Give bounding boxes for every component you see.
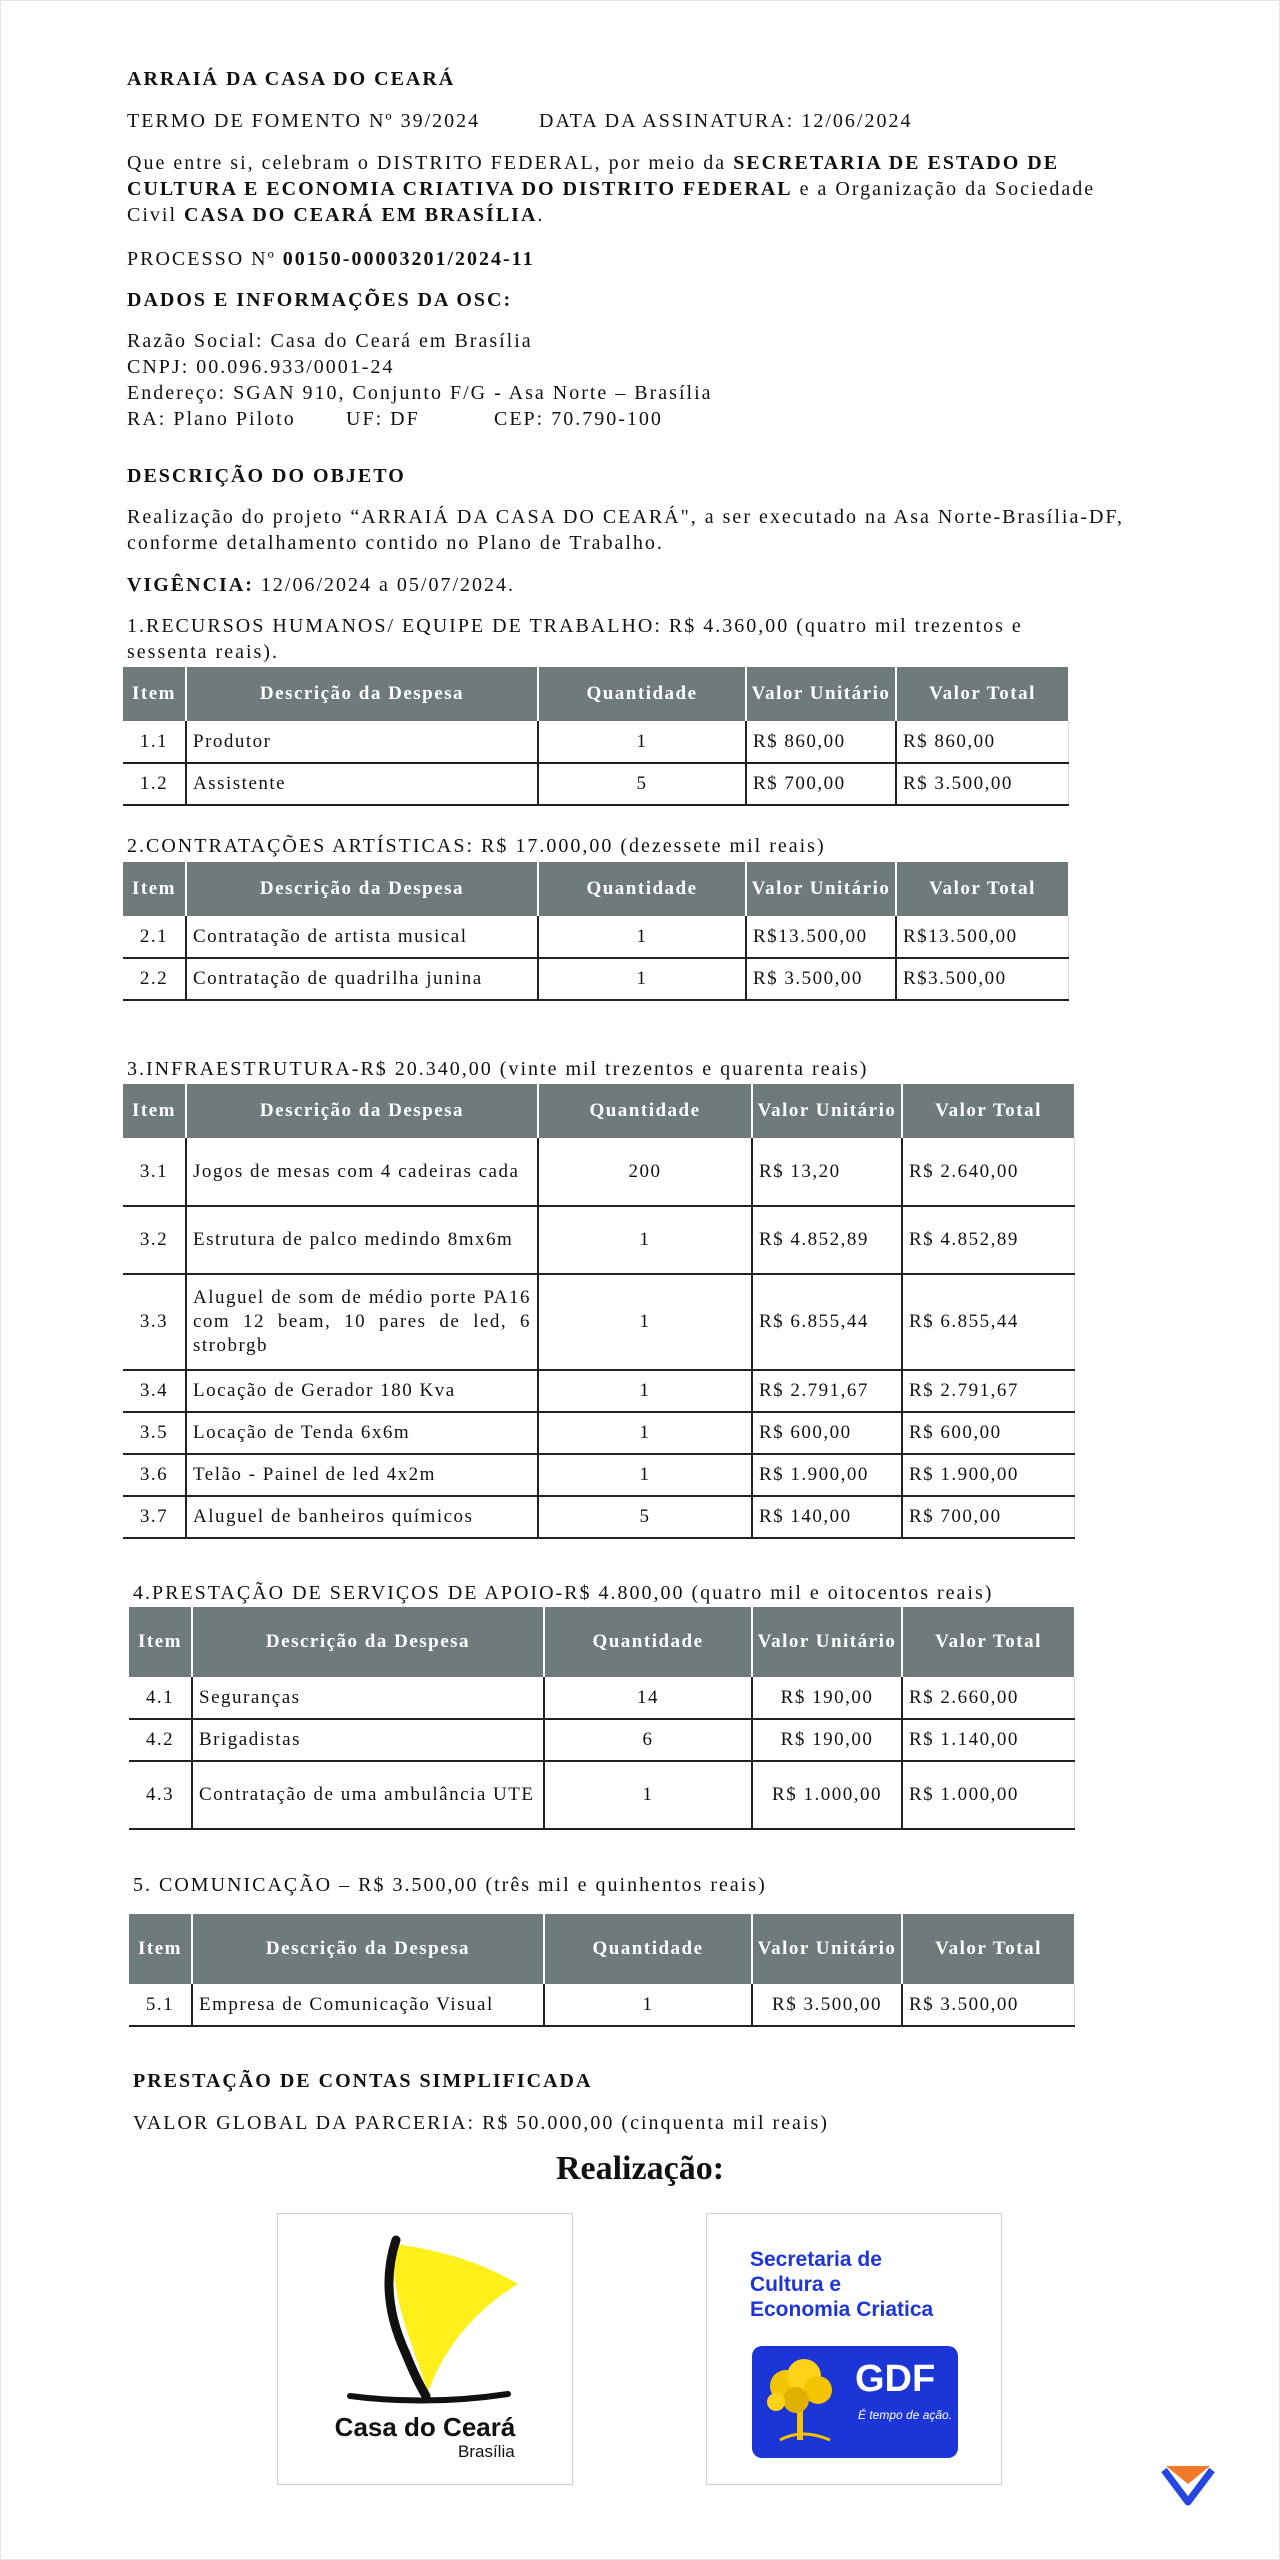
cell-valor-unitario: R$ 13,20 — [752, 1138, 902, 1206]
casa-do-ceara-logo — [277, 2213, 573, 2485]
processo-label: PROCESSO Nº — [127, 248, 276, 270]
cell-item: 2.2 — [123, 958, 186, 1000]
cell-valor-total: R$ 1.000,00 — [902, 1761, 1074, 1829]
vigencia-value: 12/06/2024 a 05/07/2024. — [260, 574, 516, 596]
col-valor-unitario: Valor Unitário — [752, 1914, 902, 1984]
gdf-name: GDF — [855, 2358, 936, 2400]
cell-descricao: Estrutura de palco medindo 8mx6m — [186, 1206, 538, 1274]
secretaria-logo — [706, 2213, 1002, 2485]
cell-descricao: Brigadistas — [192, 1719, 544, 1761]
section-2-title: 2.CONTRATAÇÕES ARTÍSTICAS: R$ 17.000,00 (dezessete mil reais) — [127, 835, 826, 857]
cell-descricao: Produtor — [186, 721, 538, 763]
cell-valor-total: R$ 860,00 — [896, 721, 1068, 763]
cell-item: 3.5 — [123, 1412, 186, 1454]
ipe-tree-icon — [752, 2346, 852, 2458]
section-3-table — [123, 1084, 1075, 1539]
casa-logo-sub: Brasília — [458, 2442, 515, 2461]
cell-valor-unitario: R$ 1.000,00 — [752, 1761, 902, 1829]
table-row — [129, 1984, 1074, 2026]
cell-quantidade: 1 — [538, 1454, 752, 1496]
section-5-table — [129, 1914, 1075, 2027]
table-header-row — [123, 667, 1068, 721]
table-header-row — [123, 862, 1068, 916]
table-row — [123, 1206, 1074, 1274]
col-valor-unitario: Valor Unitário — [752, 1607, 902, 1677]
cell-item: 3.6 — [123, 1454, 186, 1496]
cell-item: 3.7 — [123, 1496, 186, 1538]
col-valor-unitario: Valor Unitário — [746, 862, 896, 916]
col-descricao: Descrição da Despesa — [192, 1607, 544, 1677]
cell-valor-unitario: R$ 190,00 — [752, 1719, 902, 1761]
table-row — [123, 916, 1068, 958]
table-row — [123, 1274, 1074, 1370]
cell-valor-total: R$ 2.791,67 — [902, 1370, 1074, 1412]
secretaria-line-3: Economia Criatica — [750, 2298, 934, 2321]
cell-valor-unitario: R$ 600,00 — [752, 1412, 902, 1454]
cell-valor-total: R$ 6.855,44 — [902, 1274, 1074, 1370]
table-row — [123, 721, 1068, 763]
watermark-v-icon — [1160, 2462, 1216, 2510]
cell-quantidade: 1 — [538, 916, 746, 958]
cell-quantidade: 1 — [538, 958, 746, 1000]
cell-valor-unitario: R$ 4.852,89 — [752, 1206, 902, 1274]
intro-paragraph — [127, 150, 1137, 228]
objeto-text: Realização do projeto “ARRAIÁ DA CASA DO CEARÁ", a ser executado na Asa Norte-Brasília-DF, conforme detalhamento contido no Plano de Trabalho. — [127, 506, 1124, 554]
cell-item: 5.1 — [129, 1984, 192, 2026]
cell-valor-unitario: R$ 140,00 — [752, 1496, 902, 1538]
cell-valor-total: R$ 4.852,89 — [902, 1206, 1074, 1274]
table-row — [123, 1138, 1074, 1206]
col-valor-unitario: Valor Unitário — [752, 1084, 902, 1138]
cell-descricao: Jogos de mesas com 4 cadeiras cada — [186, 1138, 538, 1206]
cell-valor-total: R$3.500,00 — [896, 958, 1068, 1000]
col-descricao: Descrição da Despesa — [186, 862, 538, 916]
table-row — [123, 763, 1068, 805]
realizacao-heading: Realização: — [555, 2150, 725, 2187]
cell-valor-unitario: R$ 190,00 — [752, 1677, 902, 1719]
table-header-row — [123, 1084, 1074, 1138]
col-item: Item — [123, 862, 186, 916]
cell-descricao: Locação de Tenda 6x6m — [186, 1412, 538, 1454]
cell-quantidade: 6 — [544, 1719, 752, 1761]
col-descricao: Descrição da Despesa — [186, 1084, 538, 1138]
osc-ra: RA: Plano Piloto — [127, 408, 296, 430]
section-5-title: 5. COMUNICAÇÃO – R$ 3.500,00 (três mil e quinhentos reais) — [133, 1874, 767, 1896]
section-4-table — [129, 1607, 1075, 1830]
data-assinatura: DATA DA ASSINATURA: 12/06/2024 — [539, 110, 913, 132]
cell-valor-unitario: R$ 700,00 — [746, 763, 896, 805]
cell-item: 3.4 — [123, 1370, 186, 1412]
table-row — [129, 1719, 1074, 1761]
cell-descricao: Contratação de artista musical — [186, 916, 538, 958]
table-header-row — [129, 1607, 1074, 1677]
cell-item: 4.2 — [129, 1719, 192, 1761]
cell-valor-total: R$ 3.500,00 — [896, 763, 1068, 805]
vigencia-line — [127, 572, 515, 598]
cell-descricao: Seguranças — [192, 1677, 544, 1719]
section-3-title: 3.INFRAESTRUTURA-R$ 20.340,00 (vinte mil trezentos e quarenta reais) — [127, 1058, 869, 1080]
document-title: ARRAIÁ DA CASA DO CEARÁ — [127, 68, 456, 90]
cell-item: 3.3 — [123, 1274, 186, 1370]
osc-cnpj: CNPJ: 00.096.933/0001-24 — [127, 356, 395, 378]
col-descricao: Descrição da Despesa — [186, 667, 538, 721]
col-item: Item — [129, 1607, 192, 1677]
table-row — [123, 958, 1068, 1000]
vigencia-label: VIGÊNCIA: — [127, 574, 254, 596]
cell-valor-total: R$ 1.900,00 — [902, 1454, 1074, 1496]
cell-valor-unitario: R$ 1.900,00 — [752, 1454, 902, 1496]
col-valor-total: Valor Total — [896, 862, 1068, 916]
table-row — [123, 1496, 1074, 1538]
intro-end: . — [537, 204, 545, 226]
cell-valor-total: R$ 600,00 — [902, 1412, 1074, 1454]
termo-fomento: TERMO DE FOMENTO Nº 39/2024 — [127, 110, 481, 132]
cell-item: 2.1 — [123, 916, 186, 958]
section-4-title: 4.PRESTAÇÃO DE SERVIÇOS DE APOIO-R$ 4.800,00 (quatro mil e oitocentos reais) — [133, 1582, 994, 1604]
prestacao-contas: PRESTAÇÃO DE CONTAS SIMPLIFICADA — [133, 2070, 593, 2092]
col-quantidade: Quantidade — [544, 1914, 752, 1984]
intro-pre: Que entre si, celebram o DISTRITO FEDERAL, por meio da — [127, 152, 727, 174]
cell-valor-unitario: R$ 3.500,00 — [746, 958, 896, 1000]
processo-number: 00150-00003201/2024-11 — [282, 248, 535, 270]
col-item: Item — [129, 1914, 192, 1984]
osc-cep: CEP: 70.790-100 — [494, 408, 663, 430]
cell-quantidade: 1 — [538, 1412, 752, 1454]
cell-item: 1.2 — [123, 763, 186, 805]
cell-valor-unitario: R$ 3.500,00 — [752, 1984, 902, 2026]
cell-valor-total: R$ 3.500,00 — [902, 1984, 1074, 2026]
intro-mid: e a Organização da Sociedade Civil — [127, 178, 1096, 226]
cell-valor-total: R$ 1.140,00 — [902, 1719, 1074, 1761]
cell-quantidade: 5 — [538, 763, 746, 805]
casa-logo-name: Casa do Ceará — [334, 2412, 516, 2442]
sail-boat-icon — [278, 2214, 572, 2414]
osc-heading: DADOS E INFORMAÇÕES DA OSC: — [127, 289, 513, 311]
cell-valor-total: R$ 2.640,00 — [902, 1138, 1074, 1206]
osc-razao-social: Razão Social: Casa do Ceará em Brasília — [127, 330, 533, 352]
osc-endereco: Endereço: SGAN 910, Conjunto F/G - Asa Norte – Brasília — [127, 382, 713, 404]
cell-quantidade: 14 — [544, 1677, 752, 1719]
valor-global: VALOR GLOBAL DA PARCERIA: R$ 50.000,00 (cinquenta mil reais) — [133, 2112, 829, 2134]
col-valor-total: Valor Total — [902, 1914, 1074, 1984]
cell-descricao: Aluguel de som de médio porte PA16 com 12 beam, 10 pares de led, 6 strobrgb — [186, 1274, 538, 1370]
cell-quantidade: 1 — [538, 721, 746, 763]
table-header-row — [129, 1914, 1074, 1984]
intro-org: CASA DO CEARÁ EM BRASÍLIA — [184, 204, 538, 226]
cell-descricao: Assistente — [186, 763, 538, 805]
col-valor-unitario: Valor Unitário — [746, 667, 896, 721]
cell-item: 4.1 — [129, 1677, 192, 1719]
processo-line — [127, 246, 535, 272]
cell-descricao: Contratação de uma ambulância UTE — [192, 1761, 544, 1829]
cell-quantidade: 1 — [544, 1984, 752, 2026]
cell-valor-unitario: R$ 6.855,44 — [752, 1274, 902, 1370]
intro-secretaria: SECRETARIA DE ESTADO DE CULTURA E ECONOMIA CRIATIVA DO DISTRITO FEDERAL — [127, 152, 1060, 200]
osc-uf: UF: DF — [346, 408, 420, 430]
objeto-heading: DESCRIÇÃO DO OBJETO — [127, 465, 406, 487]
cell-quantidade: 200 — [538, 1138, 752, 1206]
secretaria-logo-text — [750, 2247, 933, 2322]
col-valor-total: Valor Total — [896, 667, 1068, 721]
gdf-tagline: É tempo de ação. — [858, 2408, 953, 2422]
secretaria-line-2: Cultura e — [750, 2273, 842, 2296]
table-row — [129, 1761, 1074, 1829]
table-row — [123, 1454, 1074, 1496]
cell-quantidade: 1 — [538, 1206, 752, 1274]
cell-item: 3.1 — [123, 1138, 186, 1206]
col-descricao: Descrição da Despesa — [192, 1914, 544, 1984]
cell-item: 3.2 — [123, 1206, 186, 1274]
col-item: Item — [123, 667, 186, 721]
cell-quantidade: 1 — [538, 1370, 752, 1412]
gdf-badge — [752, 2346, 958, 2458]
col-quantidade: Quantidade — [538, 667, 746, 721]
cell-quantidade: 1 — [538, 1274, 752, 1370]
col-quantidade: Quantidade — [538, 862, 746, 916]
cell-descricao: Locação de Gerador 180 Kva — [186, 1370, 538, 1412]
cell-quantidade: 1 — [544, 1761, 752, 1829]
col-quantidade: Quantidade — [544, 1607, 752, 1677]
cell-valor-unitario: R$ 860,00 — [746, 721, 896, 763]
cell-valor-unitario: R$13.500,00 — [746, 916, 896, 958]
col-quantidade: Quantidade — [538, 1084, 752, 1138]
table-row — [123, 1412, 1074, 1454]
cell-quantidade: 5 — [538, 1496, 752, 1538]
cell-descricao: Contratação de quadrilha junina — [186, 958, 538, 1000]
secretaria-line-1: Secretaria de — [750, 2248, 882, 2271]
table-row — [129, 1677, 1074, 1719]
section-2-table — [123, 862, 1069, 1001]
cell-item: 4.3 — [129, 1761, 192, 1829]
cell-descricao: Empresa de Comunicação Visual — [192, 1984, 544, 2026]
cell-descricao: Telão - Painel de led 4x2m — [186, 1454, 538, 1496]
col-valor-total: Valor Total — [902, 1084, 1074, 1138]
col-valor-total: Valor Total — [902, 1607, 1074, 1677]
section-1-title: 1.RECURSOS HUMANOS/ EQUIPE DE TRABALHO: R$ 4.360,00 (quatro mil trezentos e sessenta reais). — [127, 615, 1023, 663]
cell-descricao: Aluguel de banheiros químicos — [186, 1496, 538, 1538]
section-1-table — [123, 667, 1069, 806]
cell-item: 1.1 — [123, 721, 186, 763]
cell-valor-unitario: R$ 2.791,67 — [752, 1370, 902, 1412]
col-item: Item — [123, 1084, 186, 1138]
cell-valor-total: R$13.500,00 — [896, 916, 1068, 958]
cell-valor-total: R$ 700,00 — [902, 1496, 1074, 1538]
cell-valor-total: R$ 2.660,00 — [902, 1677, 1074, 1719]
table-row — [123, 1370, 1074, 1412]
